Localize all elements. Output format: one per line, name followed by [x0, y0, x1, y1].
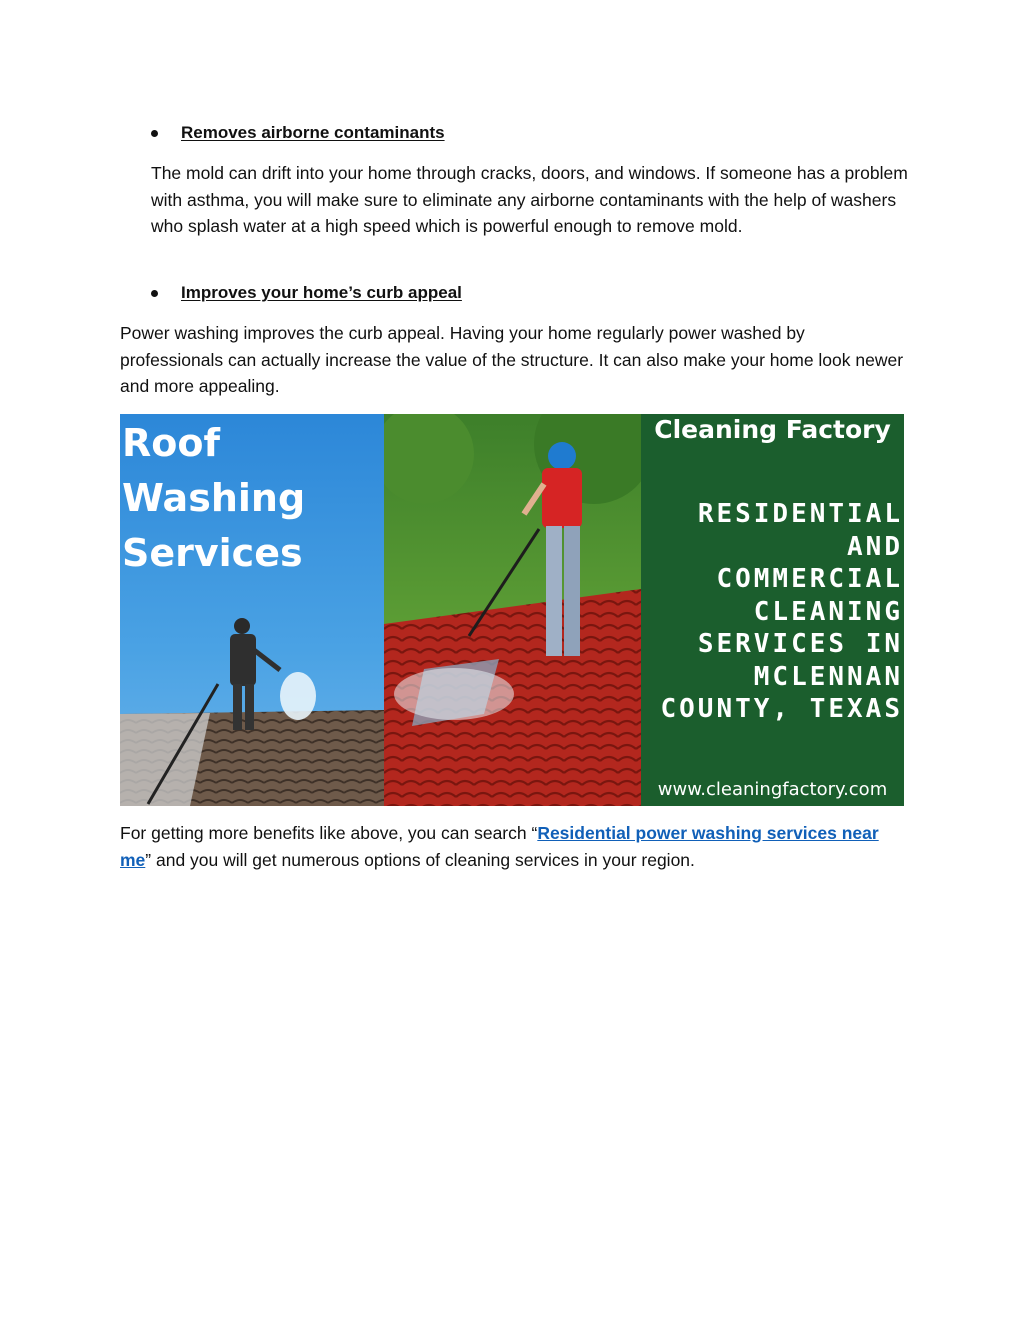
website-url: www.cleaningfactory.com — [657, 779, 888, 800]
brand-name: Cleaning Factory — [654, 415, 891, 444]
section-heading: Removes airborne contaminants — [181, 123, 445, 142]
section-paragraph: Power washing improves the curb appeal. Having your home regularly power washed by professionals can actually increase the value of the structure. It can also make your home look newer and more appealing. — [120, 323, 904, 396]
section-paragraph: The mold can drift into your home through cracks, doors, and windows. If someone has a problem with asthma, you will make sure to eliminate any airborne contaminants with the help of washers who splash water at a high speed which is powerful enough to remove mold. — [151, 163, 908, 236]
bullet-removes-contaminants — [151, 123, 445, 143]
bullet-dot — [151, 130, 158, 137]
section-heading: Improves your home’s curb appeal — [181, 283, 462, 302]
bullet-dot — [151, 290, 158, 297]
residential-power-washing-link[interactable]: Residential power washing services near me — [120, 823, 879, 870]
banner-left-panel — [120, 414, 384, 806]
banner-left-title: Roof Washing Services — [122, 421, 306, 575]
banner-photo-panel — [384, 414, 641, 806]
banner-right-panel — [641, 414, 904, 806]
red-roof-washing-photo — [384, 414, 641, 806]
bullet-curb-appeal — [151, 283, 462, 303]
roof-washing-banner-image — [120, 414, 904, 806]
closing-paragraph: For getting more benefits like above, you can search “Residential power washing services near me” and you will get numerous options of cleaning services in your region. — [120, 823, 879, 870]
roof-worker-illustration — [120, 414, 384, 806]
services-text: RESIDENTIAL AND COMMERCIAL CLEANING SERVICES IN MCLENNAN COUNTY, TEXAS — [660, 499, 903, 724]
